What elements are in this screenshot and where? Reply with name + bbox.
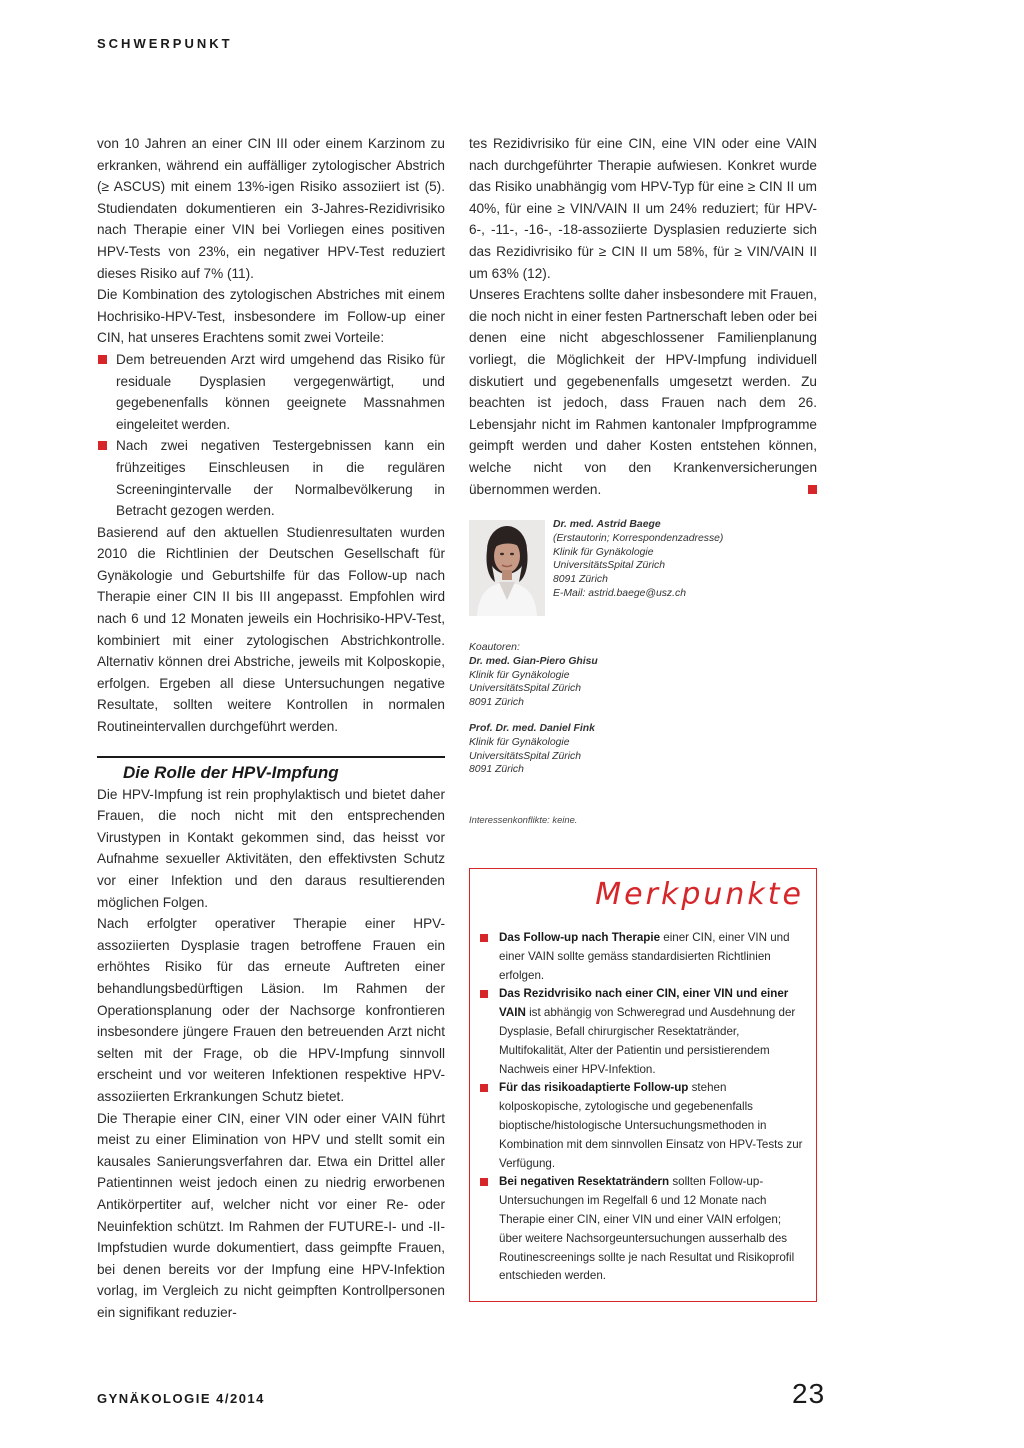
paragraph: Die HPV-Impfung ist rein prophylaktisch und bietet daher Frauen, die noch nicht mit den entsprechenden Virustypen in Kontakt gekommen sind, das heisst vor Aufnahme sexueller Aktivitäten, den effektivsten Schutz vor einer Infektion und den daraus resultierenden möglichen Folgen. bbox=[97, 786, 445, 910]
section-heading: Die Rolle der HPV-Impfung bbox=[97, 756, 445, 784]
paragraph: Die Therapie einer CIN, einer VIN oder einer VAIN führt meist zu einer Elimination von HPV und stellt somit ein kausales Sanierungsverfahren dar. Etwa ein Drittel aller Patientinnen weist jedoch einen zu niedrig erworbenen Antikörpertiter auf, welcher nicht vor einer Re- oder Neuinfektion schützt. Im Rahmen der FUTURE-I- und -II-Impfstudien wurde dokumentiert, dass geimpfte Frauen, bei denen bereits vor der Impfung eine HPV-Infektion vorlag, im Vergleich zu nicht geimpften Kontrollpersonen ein signifikant reduzier- bbox=[97, 1110, 445, 1320]
key-point-lead: Das Follow-up nach Therapie bbox=[499, 931, 661, 944]
coauthor-hospital: UniversitätsSpital Zürich bbox=[469, 683, 582, 695]
author-email[interactable]: E-Mail: astrid.baege@usz.ch bbox=[553, 587, 686, 599]
coauthor-dept: Klinik für Gynäkologie bbox=[469, 669, 570, 681]
paragraph bbox=[469, 284, 817, 500]
paragraph: von 10 Jahren an einer CIN III oder einem Karzinom zu erkranken, während ein auffälliger zytologischer Abstrich (≥ ASCUS) mit einem 13%-igen Risiko assoziiert ist (5). Studiendaten dokumentieren ein 3-Jahres-Rezidivrisiko nach Therapie einer VIN bei Vorliegen eines positiven HPV-Tests von 23%, ein negativer HPV-Test reduziert dieses Risiko auf 7% (11). bbox=[97, 136, 445, 281]
coauthor-city: 8091 Zürich bbox=[469, 697, 524, 709]
list-item bbox=[478, 929, 804, 985]
author-block bbox=[469, 518, 817, 618]
paragraph: tes Rezidivrisiko für eine CIN, eine VIN oder eine VAIN nach durchgeführter Therapie aufwiesen. Konkret wurde das Risiko unabhängig vom HPV-Typ für eine ≥ CIN II um 40%, für eine ≥ VIN/VAIN II um 24% reduziert; für HPV-6-, -11-, -16-, -18-assoziierte Dysplasien reduzierte sich das Rezidivrisiko für ≥ CIN II um 58%, für ≥ VIN/VAIN II um 63% (12). bbox=[469, 136, 817, 281]
key-points-box bbox=[469, 868, 817, 1302]
bullet-list bbox=[97, 349, 445, 522]
key-points-title: Merkpunkte bbox=[595, 877, 804, 912]
author-dept: Klinik für Gynäkologie bbox=[553, 546, 654, 558]
author-photo bbox=[469, 520, 545, 616]
coauthor-city: 8091 Zürich bbox=[469, 764, 524, 776]
key-point-text: stehen kolposkopische, zytologische und gegebenenfalls bioptische/histologische Untersuchungsmethoden in Kombination mit dem sinnvollen Einsatz von HPV-Tests zur Verfügung. bbox=[499, 1081, 803, 1170]
key-points-list bbox=[478, 929, 804, 1286]
coauthor-name: Dr. med. Gian-Piero Ghisu bbox=[469, 655, 598, 667]
list-item bbox=[478, 1079, 804, 1173]
conflict-of-interest: Interessenkonflikte: keine. bbox=[469, 814, 578, 825]
end-mark-icon bbox=[808, 485, 817, 494]
list-item: Nach zwei negativen Testergebnissen kann ein frühzeitiges Einschleusen in die regulären Screeningintervalle der Normalbevölkerung in Betracht gezogen werden. bbox=[97, 435, 445, 521]
key-point-lead: Das Rezidvrisiko nach einer CIN, einer VIN und einer VAIN bbox=[499, 987, 789, 1020]
journal-name: GYNÄKOLOGIE 4/2014 bbox=[97, 1391, 265, 1406]
coauthor-name: Prof. Dr. med. Daniel Fink bbox=[469, 722, 595, 734]
section-label: SCHWERPUNKT bbox=[97, 36, 233, 51]
author-info bbox=[553, 518, 723, 601]
key-point-text: sollten Follow-up-Untersuchungen im Regelfall 6 und 12 Monate nach Therapie einer CIN, einer VIN und einer VAIN erfolgen; über weitere Nachsorgeuntersuchungen ausserhalb des Routinescreenings sollte je nach Resultat und Risikoprofil entschieden werden. bbox=[499, 1175, 795, 1283]
author-hospital: UniversitätsSpital Zürich bbox=[553, 560, 666, 572]
paragraph: Nach erfolgter operativer Therapie einer HPV-assoziierten Dysplasie tragen betroffene Frauen ein erhöhtes Risiko für das erneute Auftreten einer behandlungsbedürftigen Läsion. Im Rahmen der Operationsplanung oder der Nachsorge konfrontieren insbesondere jüngere Frauen den betreuenden Arzt nicht selten mit der Frage, ob die HPV-Impfung sinnvoll erscheint und vor weiteren Infektionen respektive HPV-assoziierten Erkrankungen Schutz bietet. bbox=[97, 916, 445, 1104]
key-point-lead: Bei negativen Resektaträndern bbox=[499, 1175, 670, 1189]
coauthor-hospital: UniversitätsSpital Zürich bbox=[469, 750, 582, 762]
list-item bbox=[478, 1173, 804, 1286]
paragraph: Die Kombination des zytologischen Abstriches mit einem Hochrisiko-HPV-Test, insbesondere im Follow-up einer CIN, hat unseres Erachtens somit zwei Vorteile: bbox=[97, 287, 445, 346]
left-column bbox=[97, 133, 445, 1323]
right-column bbox=[469, 133, 817, 500]
key-point-lead: Für das risikoadaptierte Follow-up bbox=[499, 1081, 689, 1095]
paragraph: Basierend auf den aktuellen Studienresultaten wurden 2010 die Richtlinien der Deutschen Gesellschaft für Gynäkologie und Geburtshilfe für das Follow-up nach Therapie einer CIN II bis III angepasst. Empfohlen wird nach 6 und 12 Monaten jeweils ein Hochrisiko-HPV-Test, kombiniert mit einer zytologischen Abstrichkontrolle. Alternativ können drei Abstriche, jeweils mit Kolposkopie, erfolgen. Ergeben all diese Untersuchungen negative Resultate, sollten weitere Kontrollen in normalen Routineintervallen durchgeführt werden. bbox=[97, 524, 445, 735]
coauthors-block bbox=[469, 641, 817, 777]
author-city: 8091 Zürich bbox=[553, 574, 608, 586]
paragraph-text: Unseres Erachtens sollte daher insbesondere mit Frauen, die noch nicht in einer festen Partnerschaft leben oder bei denen eine nicht abgeschlossener Familienplanung vorliegt, die Möglichkeit der HPV-Impfung individuell diskutiert und gegebenenfalls umgesetzt werden. Zu beachten ist jedoch, dass Frauen nach dem 26. Lebensjahr nicht im Rahmen kantonaler Impfprogramme geimpft werden und daher Kosten entstehen können, welche nicht von den Krankenversicherungen übernommen werden. bbox=[469, 287, 817, 497]
coauthor-dept: Klinik für Gynäkologie bbox=[469, 736, 570, 748]
page-number: 23 bbox=[792, 1378, 826, 1409]
author-name: Dr. med. Astrid Baege bbox=[553, 519, 661, 530]
coauthors-label: Koautoren: bbox=[469, 642, 520, 653]
list-item bbox=[478, 985, 804, 1079]
list-item: Dem betreuenden Arzt wird umgehend das Risiko für residuale Dysplasien vergegenwärtigt, und gegebenenfalls können geeignete Massnahmen eingeleitet werden. bbox=[97, 349, 445, 435]
key-point-text: einer CIN, einer VIN und einer VAIN sollte gemäss standardisierten Richtlinien erfolgen. bbox=[499, 931, 790, 982]
key-point-text: ist abhängig von Schweregrad und Ausdehnung der Dysplasie, Befall chirurgischer Resektatränder, Multifokalität, Alter der Patientin und persistierendem Nachweis einer HPV-Infektion. bbox=[499, 1006, 796, 1076]
author-role: (Erstautorin; Korrespondenzadresse) bbox=[553, 532, 724, 544]
